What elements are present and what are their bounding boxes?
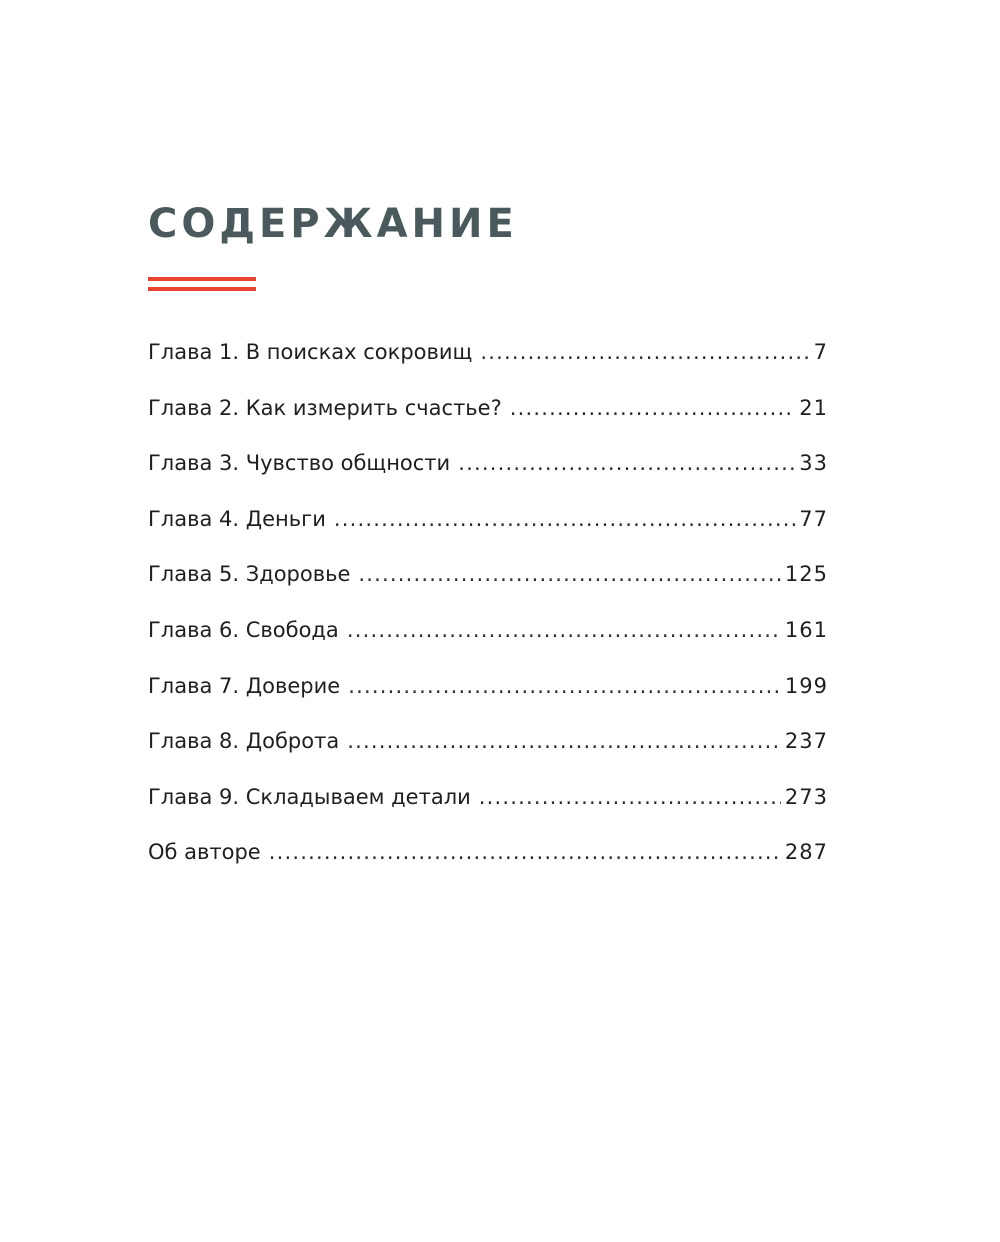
toc-entry-label: Глава 9. Складываем детали xyxy=(148,784,471,809)
toc-entry[interactable] xyxy=(148,729,828,785)
toc-entry[interactable] xyxy=(148,507,828,563)
toc-entry[interactable] xyxy=(148,785,828,841)
toc-entry-page: 237 xyxy=(784,729,828,754)
toc-entry[interactable] xyxy=(148,840,828,896)
toc-entry-label: Глава 8. Доброта xyxy=(148,729,340,754)
dot-leader xyxy=(480,340,809,364)
toc-entry-page: 125 xyxy=(784,562,828,587)
toc-entry-page: 287 xyxy=(784,840,828,865)
toc-entry-label: Глава 1. В поисках сокровищ xyxy=(148,340,473,364)
toc-entry-label: Глава 2. Как измерить счастье? xyxy=(148,395,502,420)
dot-leader xyxy=(347,618,781,642)
toc-entry[interactable] xyxy=(148,340,828,396)
toc-entry-page: 7 xyxy=(813,340,828,364)
title-underline-top xyxy=(148,277,256,281)
dot-leader xyxy=(348,674,781,698)
toc-entry-page: 21 xyxy=(799,395,828,420)
dot-leader xyxy=(458,451,795,475)
toc-entry[interactable] xyxy=(148,618,828,674)
toc-entry[interactable] xyxy=(148,674,828,730)
toc-entry-label: Глава 7. Доверие xyxy=(148,673,341,698)
page-title: СОДЕРЖАНИЕ xyxy=(148,201,518,247)
toc-entry-page: 273 xyxy=(784,784,828,809)
toc-entry-label: Об авторе xyxy=(148,840,261,865)
dot-leader xyxy=(358,562,780,586)
dot-leader xyxy=(269,840,781,864)
toc-entry-label: Глава 5. Здоровье xyxy=(148,562,351,587)
toc-entry-label: Глава 6. Свобода xyxy=(148,617,339,642)
toc-entry-page: 199 xyxy=(784,673,828,698)
toc-entry-label: Глава 3. Чувство общности xyxy=(148,451,451,476)
toc-entry[interactable] xyxy=(148,396,828,452)
toc-entry-page: 77 xyxy=(799,506,828,531)
toc-entry[interactable] xyxy=(148,451,828,507)
toc-entry[interactable] xyxy=(148,562,828,618)
table-of-contents xyxy=(148,340,828,896)
dot-leader xyxy=(347,729,781,753)
dot-leader xyxy=(479,785,781,809)
title-underline-bottom xyxy=(148,287,256,291)
toc-entry-page: 161 xyxy=(784,617,828,642)
toc-entry-page: 33 xyxy=(799,451,828,476)
dot-leader xyxy=(334,507,795,531)
toc-entry-label: Глава 4. Деньги xyxy=(148,506,326,531)
dot-leader xyxy=(510,396,796,420)
